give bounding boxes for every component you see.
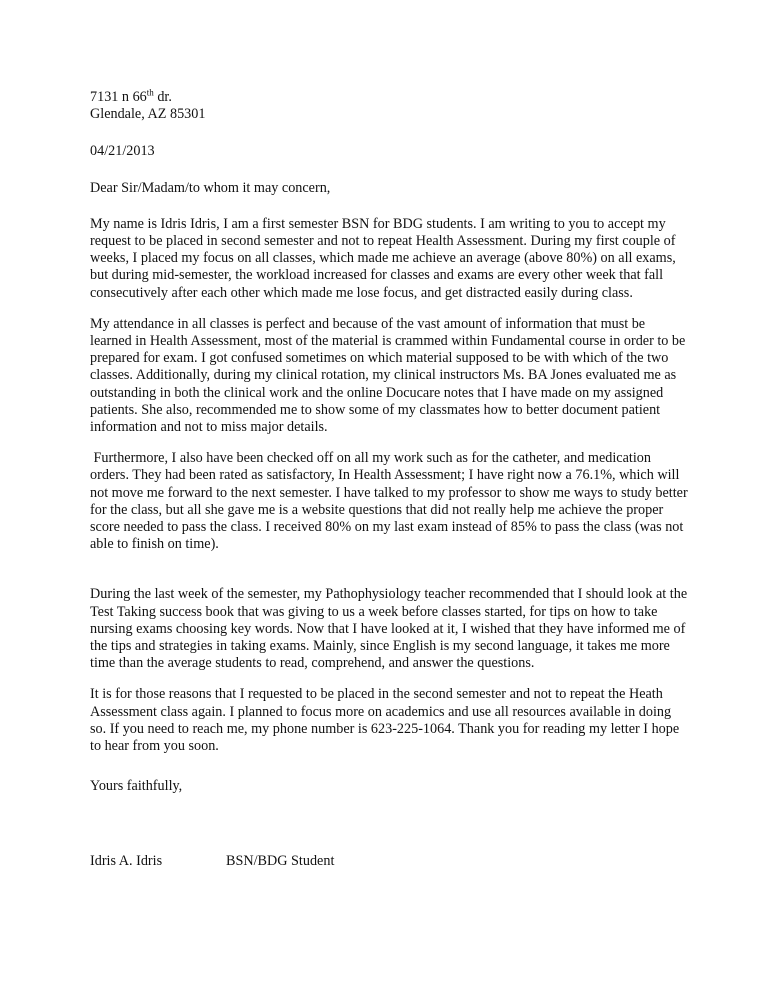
signature-block: [90, 853, 690, 870]
body-paragraph-2: My attendance in all classes is perfect and because of the vast amount of information that must be learned in Health Assessment, most of the material is crammed within Fundamental course in order to be prepared for exam. I got confused sometimes on which material supposed to be with which of the two classes. Additionally, during my clinical rotation, my clinical instructors Ms. BA Jones evaluated me as outstanding in both the clinical work and the online Docucare notes that I have made on my assigned patients. She also, recommended me to show some of my classmates how to better document patient information and not to miss major details.: [90, 315, 686, 436]
address-street-number: 7131 n 66: [90, 89, 147, 105]
letter-page: [90, 89, 690, 870]
address-street: [90, 89, 690, 106]
signature-name: Idris A. Idris: [90, 852, 163, 869]
signature-title: BSN/BDG Student: [226, 852, 335, 869]
body-paragraph-3: Furthermore, I also have been checked off on all my work such as for the catheter, and medication orders. They had been rated as satisfactory, In Health Assessment; I have right now a 76.1%, which will not move me forward to the next semester. I have talked to my professor to show me ways to study better for the class, but all she gave me is a website questions that did not really help me achieve the proper score needed to pass the class. I received 80% on my last exam instead of 85% to pass the class (was not able to finish on time).: [90, 450, 692, 553]
address-ordinal-suffix: th: [146, 87, 154, 98]
body-paragraph-5: It is for those reasons that I requested to be placed in the second semester and not to repeat the Heath Assessment class again. I planned to focus more on academics and use all resources available in doing so. If you need to reach me, my phone number is 623-225-1064. Thank you for reading my letter I hope to hear from you soon.: [90, 686, 680, 755]
body-paragraph-4: During the last week of the semester, my Pathophysiology teacher recommended that I should look at the Test Taking success book that was giving to us a week before classes started, for tips on how to take nursing exams choosing key words. Now that I have looked at it, I wished that they have informed me of the tips and strategies in taking exams. Mainly, since English is my second language, it takes me more time than the average students to read, comprehend, and answer the questions.: [90, 586, 688, 672]
salutation: Dear Sir/Madam/to whom it may concern,: [90, 179, 331, 196]
letter-date: 04/21/2013: [90, 143, 155, 160]
sender-address: [90, 89, 690, 123]
body-paragraph-1: My name is Idris Idris, I am a first semester BSN for BDG students. I am writing to you to accept my request to be placed in second semester and not to repeat Health Assessment. During my first couple of weeks, I placed my focus on all classes, which made me achieve an average (above 80%) on all exams, but during mid-semester, the workload increased for classes and exams are every other week that fall consecutively after each other which made me lose focus, and get distracted easily during class.: [90, 215, 676, 301]
address-city: Glendale, AZ 85301: [90, 106, 206, 123]
closing: Yours faithfully,: [90, 778, 183, 795]
address-street-type: dr.: [153, 89, 172, 105]
